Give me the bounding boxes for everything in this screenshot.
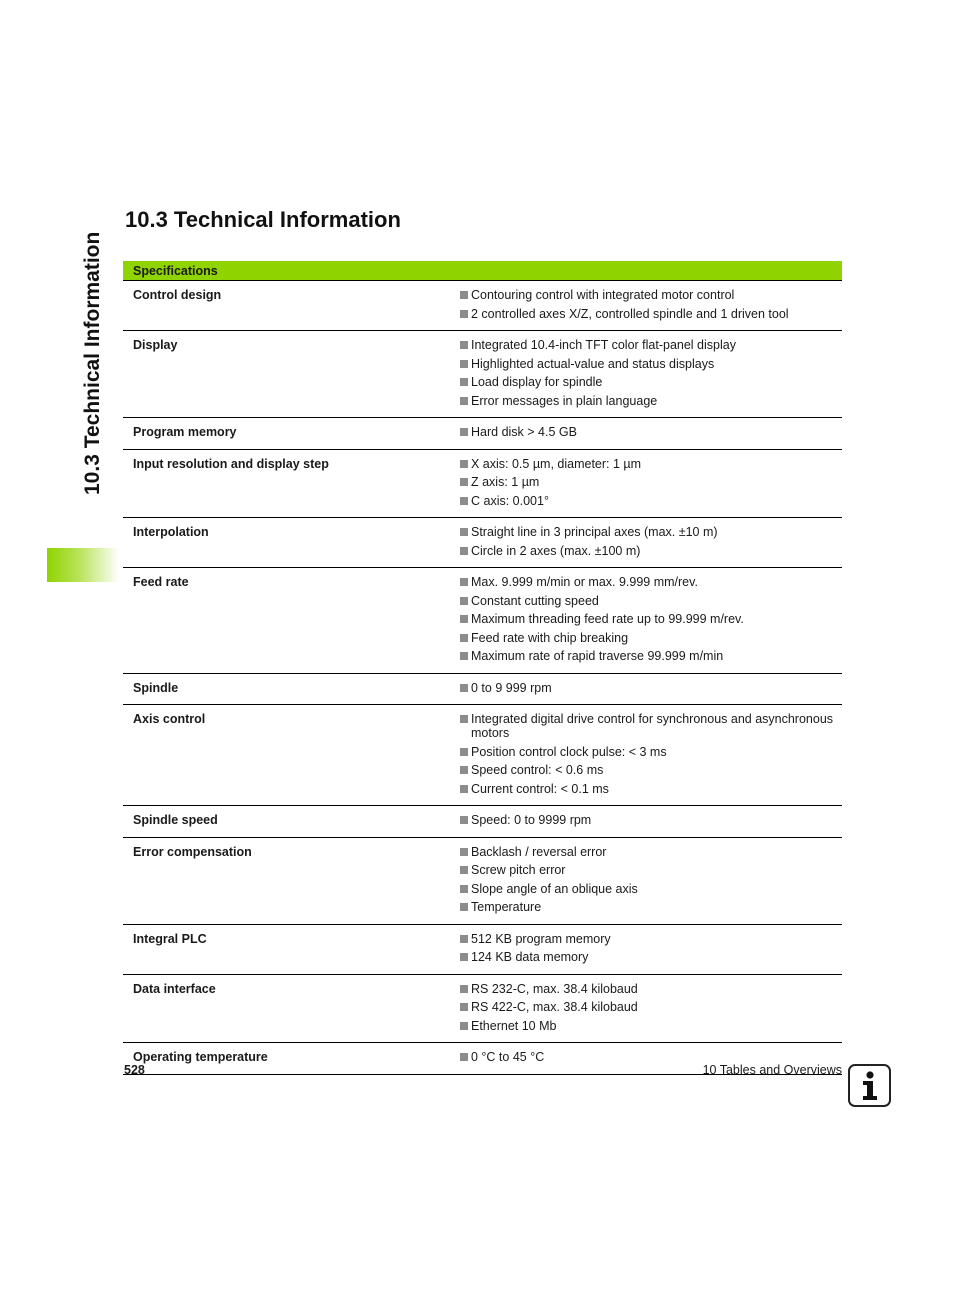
list-item [459, 592, 842, 611]
square-bullet-icon [460, 497, 468, 505]
square-bullet-icon [460, 360, 468, 368]
spec-values [459, 924, 842, 974]
square-bullet-icon [460, 903, 468, 911]
table-row [123, 705, 842, 806]
list-item [459, 473, 842, 492]
spec-value-text: X axis: 0.5 µm, diameter: 1 µm [471, 456, 642, 471]
square-bullet-icon [460, 291, 468, 299]
spec-values [459, 974, 842, 1043]
square-bullet-icon [460, 953, 468, 961]
table-row [123, 837, 842, 924]
spec-value-text: Z axis: 1 µm [471, 475, 540, 489]
spec-value-list [459, 811, 842, 830]
spec-value-text: Straight line in 3 principal axes (max. ±10 m) [471, 525, 718, 539]
spec-name: Interpolation [123, 518, 459, 568]
square-bullet-icon [460, 1003, 468, 1011]
square-bullet-icon [460, 578, 468, 586]
table-row [123, 281, 842, 331]
spec-name: Integral PLC [123, 924, 459, 974]
square-bullet-icon [460, 985, 468, 993]
list-item [459, 980, 842, 999]
info-icon [848, 1064, 891, 1107]
spec-name: Data interface [123, 974, 459, 1043]
square-bullet-icon [460, 378, 468, 386]
page-number: 528 [124, 1063, 145, 1077]
spec-value-text: Integrated 10.4-inch TFT color flat-panel display [471, 338, 736, 352]
spec-value-text: Maximum threading feed rate up to 99.999 m/rev. [471, 612, 744, 626]
side-chapter-title [80, 215, 106, 495]
square-bullet-icon [460, 1053, 468, 1061]
spec-values [459, 806, 842, 838]
table-row [123, 418, 842, 450]
footer-chapter: 10 Tables and Overviews [702, 1063, 842, 1077]
spec-name: Display [123, 331, 459, 418]
list-item [459, 998, 842, 1017]
table-row [123, 806, 842, 838]
square-bullet-icon [460, 615, 468, 623]
spec-value-list [459, 980, 842, 1036]
square-bullet-icon [460, 634, 468, 642]
spec-name: Spindle [123, 673, 459, 705]
spec-value-text: 0 °C to 45 °C [471, 1050, 545, 1064]
spec-value-list [459, 573, 842, 666]
spec-values [459, 518, 842, 568]
spec-value-text: RS 232-C, max. 38.4 kilobaud [471, 981, 638, 996]
spec-value-text: Speed: 0 to 9999 rpm [471, 813, 592, 827]
spec-value-text: Error messages in plain language [471, 393, 658, 408]
list-item [459, 1017, 842, 1036]
list-item [459, 843, 842, 862]
spec-value-text: Maximum rate of rapid traverse 99.999 m/min [471, 649, 724, 663]
spec-values [459, 281, 842, 331]
square-bullet-icon [460, 684, 468, 692]
table-body [123, 281, 842, 1075]
square-bullet-icon [460, 460, 468, 468]
square-bullet-icon [460, 785, 468, 793]
square-bullet-icon [460, 341, 468, 349]
square-bullet-icon [460, 816, 468, 824]
square-bullet-icon [460, 528, 468, 536]
square-bullet-icon [460, 597, 468, 605]
list-item [459, 710, 842, 743]
spec-value-text: Backlash / reversal error [471, 844, 607, 859]
list-item [459, 423, 842, 442]
list-item [459, 761, 842, 780]
spec-value-text: Ethernet 10 Mb [471, 1018, 557, 1033]
list-item [459, 679, 842, 698]
spec-name: Axis control [123, 705, 459, 806]
square-bullet-icon [460, 866, 468, 874]
square-bullet-icon [460, 715, 468, 723]
square-bullet-icon [460, 848, 468, 856]
list-item [459, 355, 842, 374]
spec-value-text: Contouring control with integrated motor control [471, 288, 735, 302]
list-item [459, 811, 842, 830]
spec-value-text: 0 to 9 999 rpm [471, 680, 552, 695]
list-item [459, 629, 842, 648]
list-item [459, 286, 842, 305]
spec-values [459, 449, 842, 518]
table-row [123, 449, 842, 518]
table-header-row [123, 261, 842, 281]
spec-name: Input resolution and display step [123, 449, 459, 518]
table-row [123, 568, 842, 674]
list-item [459, 780, 842, 799]
spec-value-text: 2 controlled axes X/Z, controlled spindle and 1 driven tool [471, 306, 789, 321]
spec-values [459, 705, 842, 806]
spec-name: Spindle speed [123, 806, 459, 838]
spec-value-text: Constant cutting speed [471, 593, 599, 608]
spec-value-text: Highlighted actual-value and status displays [471, 356, 715, 371]
table-row [123, 518, 842, 568]
table-header: Specifications [123, 261, 842, 281]
list-item [459, 492, 842, 511]
spec-value-list [459, 423, 842, 442]
spec-value-text: Slope angle of an oblique axis [471, 881, 638, 896]
spec-value-text: C axis: 0.001° [471, 493, 549, 508]
square-bullet-icon [460, 397, 468, 405]
spec-value-list [459, 710, 842, 798]
table-row [123, 974, 842, 1043]
square-bullet-icon [460, 935, 468, 943]
spec-values [459, 418, 842, 450]
spec-value-list [459, 930, 842, 967]
list-item [459, 573, 842, 592]
table-row [123, 924, 842, 974]
list-item [459, 336, 842, 355]
specifications-table [123, 261, 842, 1075]
square-bullet-icon [460, 748, 468, 756]
spec-value-list [459, 843, 842, 917]
spec-value-text: Load display for spindle [471, 375, 603, 389]
square-bullet-icon [460, 1022, 468, 1030]
spec-value-text: Feed rate with chip breaking [471, 630, 629, 645]
side-chapter-title-text: 10.3 Technical Information [81, 231, 104, 495]
spec-value-text: Circle in 2 axes (max. ±100 m) [471, 543, 641, 558]
spec-values [459, 568, 842, 674]
square-bullet-icon [460, 478, 468, 486]
table-row [123, 673, 842, 705]
spec-value-text: Integrated digital drive control for synchronous and asynchronous motors [471, 712, 834, 740]
spec-name: Program memory [123, 418, 459, 450]
square-bullet-icon [460, 428, 468, 436]
spec-value-list [459, 455, 842, 511]
list-item [459, 542, 842, 561]
list-item [459, 930, 842, 949]
table-row [123, 331, 842, 418]
list-item [459, 647, 842, 666]
square-bullet-icon [460, 885, 468, 893]
list-item [459, 610, 842, 629]
spec-value-list [459, 336, 842, 410]
spec-name: Control design [123, 281, 459, 331]
list-item [459, 880, 842, 899]
list-item [459, 898, 842, 917]
spec-value-text: Hard disk > 4.5 GB [471, 425, 577, 439]
spec-value-text: Position control clock pulse: < 3 ms [471, 744, 667, 759]
spec-value-text: Current control: < 0.1 ms [471, 781, 609, 796]
list-item [459, 861, 842, 880]
page-title: 10.3 Technical Information [125, 207, 401, 232]
list-item [459, 948, 842, 967]
spec-values [459, 837, 842, 924]
spec-name: Operating temperature [123, 1043, 459, 1075]
spec-value-list [459, 523, 842, 560]
spec-value-text: Screw pitch error [471, 863, 566, 877]
list-item [459, 743, 842, 762]
spec-value-text: 124 KB data memory [471, 950, 589, 964]
list-item [459, 373, 842, 392]
spec-value-list [459, 286, 842, 323]
spec-value-text: 512 KB program memory [471, 931, 611, 946]
list-item [459, 305, 842, 324]
square-bullet-icon [460, 766, 468, 774]
spec-name: Feed rate [123, 568, 459, 674]
chapter-tab-marker [47, 548, 119, 582]
spec-name: Error compensation [123, 837, 459, 924]
square-bullet-icon [460, 652, 468, 660]
spec-value-list [459, 679, 842, 698]
spec-values [459, 331, 842, 418]
list-item [459, 392, 842, 411]
spec-value-text: Max. 9.999 m/min or max. 9.999 mm/rev. [471, 575, 698, 589]
list-item [459, 455, 842, 474]
square-bullet-icon [460, 310, 468, 318]
spec-value-text: Temperature [471, 900, 542, 914]
list-item [459, 523, 842, 542]
square-bullet-icon [460, 547, 468, 555]
spec-value-text: RS 422-C, max. 38.4 kilobaud [471, 1000, 638, 1014]
spec-value-text: Speed control: < 0.6 ms [471, 763, 604, 777]
spec-values [459, 673, 842, 705]
